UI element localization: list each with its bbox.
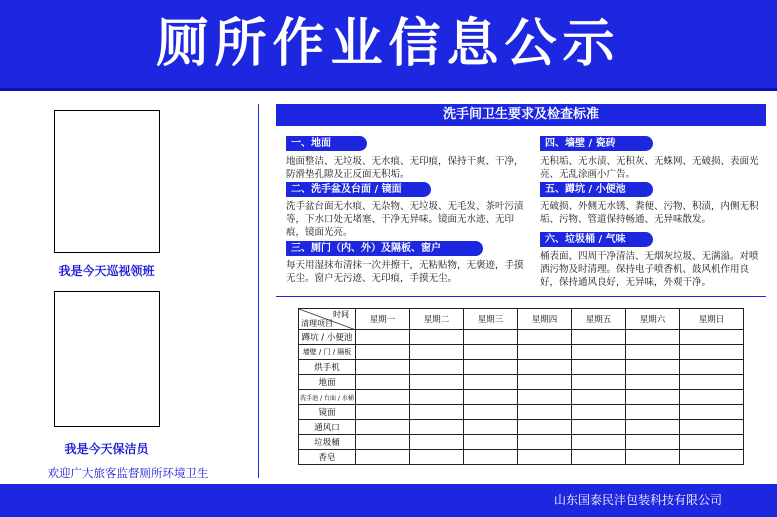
section-heading-sink: 二、洗手盆及台面 / 镜面	[286, 182, 431, 197]
section-text-floor: 地面整洁、无垃圾、无水痕、无印痕，保持干爽、干净，防滑垫孔隙及正反面无积垢。	[286, 156, 524, 180]
section-text-toilet: 无破损、外侧无水锈、粪便、污物、积渍，内侧无积垢、污物、管道保持畅通、无异味散发。	[540, 201, 759, 225]
table-row	[299, 375, 744, 390]
footer-company: 山东国泰民沣包装科技有限公司	[553, 493, 722, 507]
cleaning-schedule-table	[298, 308, 744, 465]
section-separator	[276, 296, 766, 297]
table-corner-cell	[299, 309, 356, 330]
day-header: 星期六	[626, 309, 680, 330]
section-heading-door: 三、厕门（内、外）及隔板、窗户	[286, 241, 483, 256]
section-text-sink: 洗手盆台面无水痕、无杂物、无垃圾、无毛发、茶叶污渍等，下水口处无堵塞、干净无异味。镜面无水迹、无印痕，镜面光亮。	[286, 201, 524, 238]
day-header: 星期二	[410, 309, 464, 330]
day-header: 星期四	[518, 309, 572, 330]
supervisor-photo-frame	[54, 110, 160, 253]
row-label: 通风口	[299, 420, 356, 435]
section-heading-toilet: 五、蹲坑 / 小便池	[540, 182, 653, 197]
section-heading-trash: 六、垃圾桶 / 气味	[540, 232, 653, 247]
row-label: 蹲坑 / 小便池	[299, 330, 356, 345]
row-label: 地面	[299, 375, 356, 390]
table-row	[299, 390, 744, 405]
table-row	[299, 450, 744, 465]
row-label: 墙壁 / 门 / 隔板	[299, 345, 356, 360]
corner-time-label: 时间	[333, 310, 349, 319]
table-row	[299, 420, 744, 435]
section-text-door: 每天用湿抹布清抹一次并擦干，无粘贴物，无褒迹，手摸无尘。窗户无污迹、无印痕，手摸无尘。	[286, 260, 524, 284]
supervisor-caption: 我是今天巡视领班	[58, 264, 155, 278]
section-text-wall: 无积垢、无水渍、无积灰、无蛛网、无破损、表面光亮、无乱涂画小广告。	[540, 156, 759, 180]
section-heading-floor: 一、地面	[286, 136, 367, 151]
table-row	[299, 345, 744, 360]
cleaner-caption: 我是今天保洁员	[64, 442, 149, 456]
row-label: 镜面	[299, 405, 356, 420]
table-row	[299, 360, 744, 375]
day-header: 星期三	[464, 309, 518, 330]
table-header-row	[299, 309, 744, 330]
row-label: 香皂	[299, 450, 356, 465]
row-label: 烘手机	[299, 360, 356, 375]
section-text-trash: 桶表面、四周干净清洁、无烟灰垃圾、无满溢。对喷洒污物及时清理。保持电子喷香机、鼓风机作用良好，保持通风良好，无异味，外观干净。	[540, 251, 759, 288]
welcome-text: 欢迎广大旅客监督厕所环境卫生	[47, 466, 209, 480]
day-header: 星期一	[356, 309, 410, 330]
table-row	[299, 330, 744, 345]
day-header: 星期五	[572, 309, 626, 330]
corner-item-label: 清理项目	[301, 319, 333, 328]
page-title: 厕所作业信息公示	[156, 14, 621, 74]
row-label: 垃圾桶	[299, 435, 356, 450]
table-row	[299, 435, 744, 450]
header-underline	[0, 88, 777, 91]
divider-line	[258, 104, 259, 478]
standards-title: 洗手间卫生要求及检查标准	[442, 107, 599, 122]
row-label: 洗手池 / 台面 / 水桶	[299, 390, 356, 405]
section-heading-wall: 四、墙壁 / 瓷砖	[540, 136, 653, 151]
day-header: 星期日	[680, 309, 744, 330]
cleaner-photo-frame	[54, 291, 160, 427]
table-row	[299, 405, 744, 420]
